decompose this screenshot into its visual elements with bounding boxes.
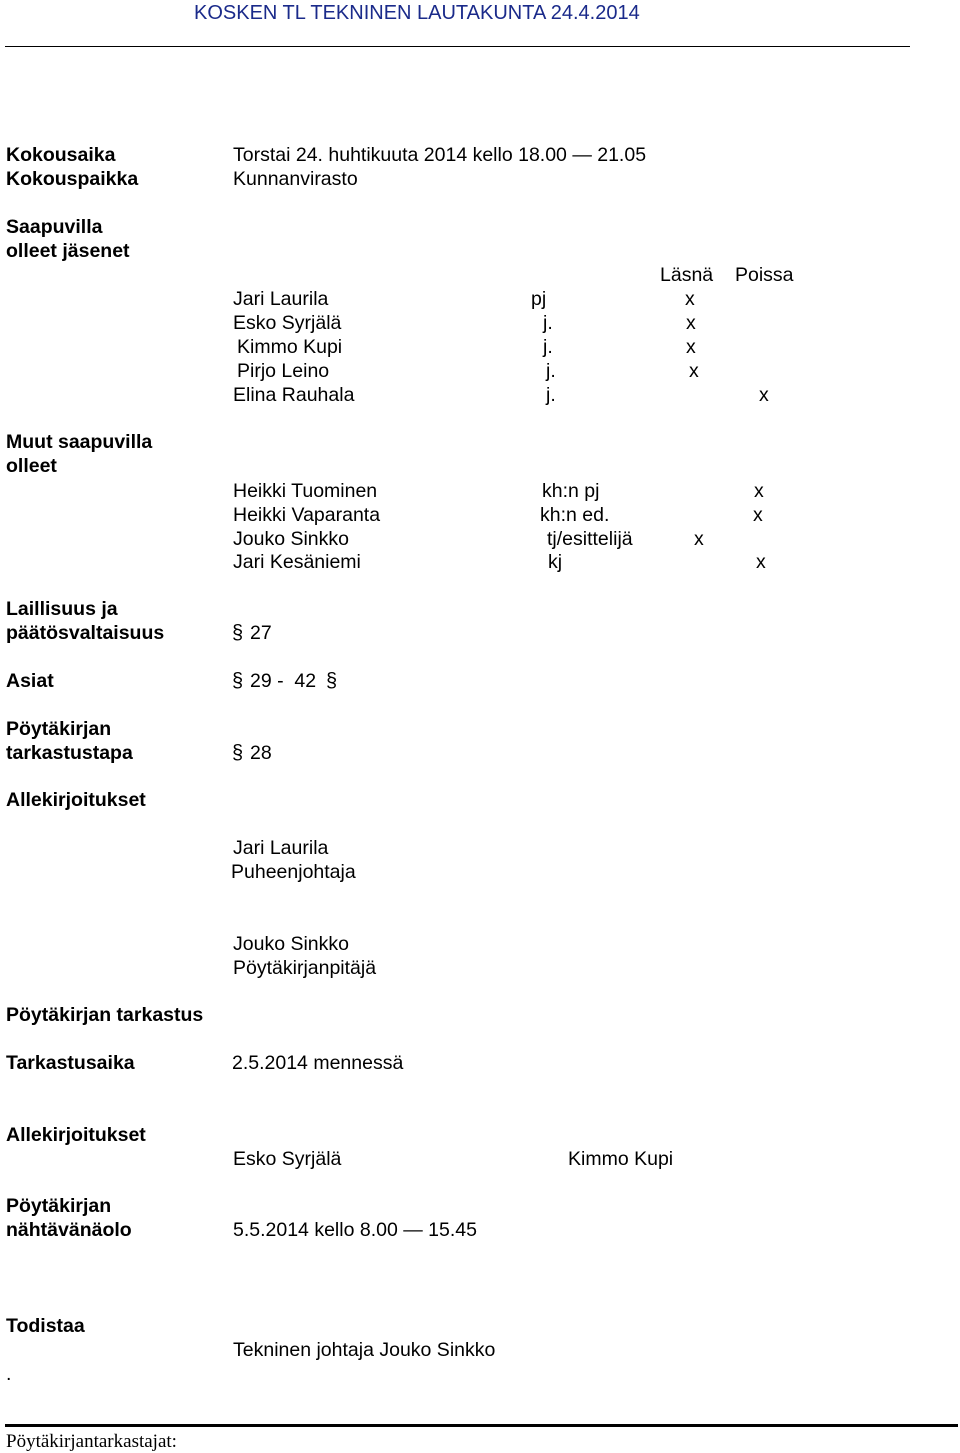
display-label-line2: nähtävänäolo <box>6 1219 132 1241</box>
inspection-label: Pöytäkirjan tarkastus <box>6 1004 204 1026</box>
member-name: Pirjo Leino <box>237 360 330 382</box>
attendee-role: kh:n ed. <box>540 504 610 526</box>
section-sign-icon: § <box>326 670 338 692</box>
certify-dot: . <box>6 1363 12 1385</box>
attendee-name: Jari Kesäniemi <box>233 551 361 573</box>
section-sign-icon: § <box>232 670 244 692</box>
attendee-role: kh:n pj <box>542 480 600 502</box>
meeting-place-label: Kokouspaikka <box>6 168 139 190</box>
inspection-time-label: Tarkastusaika <box>6 1052 135 1074</box>
attendee-role: tj/esittelijä <box>547 528 633 550</box>
chair-title: Puheenjohtaja <box>231 861 356 883</box>
member-present-mark: x <box>686 312 696 334</box>
attendee-name: Heikki Tuominen <box>233 480 378 502</box>
display-value: 5.5.2014 kello 8.00 — 15.45 <box>233 1219 477 1241</box>
member-role: j. <box>543 336 553 358</box>
attendee-absent-mark: x <box>754 480 764 502</box>
certify-value: Tekninen johtaja Jouko Sinkko <box>233 1339 496 1361</box>
signatures-label: Allekirjoitukset <box>6 789 146 811</box>
attendee-present-mark: x <box>694 528 704 550</box>
member-name: Elina Rauhala <box>233 384 355 406</box>
chair-name: Jari Laurila <box>233 837 329 859</box>
attendee-absent-mark: x <box>756 551 766 573</box>
meeting-place-value: Kunnanvirasto <box>233 168 358 190</box>
review-method-value: 28 <box>250 742 272 764</box>
member-absent-mark: x <box>759 384 769 406</box>
inspection-time-value: 2.5.2014 mennessä <box>232 1052 404 1074</box>
member-present-mark: x <box>686 336 696 358</box>
attendee-role: kj <box>548 551 563 573</box>
members-label-line2: olleet jäsenet <box>6 240 130 262</box>
member-role: pj <box>531 288 547 310</box>
footer-rule <box>5 1424 958 1427</box>
member-present-mark: x <box>685 288 695 310</box>
matters-label: Asiat <box>6 670 54 692</box>
member-name: Jari Laurila <box>233 288 329 310</box>
member-name: Esko Syrjälä <box>233 312 342 334</box>
attendee-name: Jouko Sinkko <box>233 528 349 550</box>
display-label-line1: Pöytäkirjan <box>6 1195 112 1217</box>
others-label-line2: olleet <box>6 455 57 477</box>
inspection-signatures-label: Allekirjoitukset <box>6 1124 146 1146</box>
certify-label: Todistaa <box>6 1315 85 1337</box>
review-method-label-line2: tarkastustapa <box>6 742 133 764</box>
member-present-mark: x <box>689 360 699 382</box>
column-absent-header: Poissa <box>735 264 794 286</box>
section-sign-icon: § <box>232 622 244 644</box>
legality-value: 27 <box>250 622 272 644</box>
member-name: Kimmo Kupi <box>237 336 343 358</box>
attendee-name: Heikki Vaparanta <box>233 504 381 526</box>
review-method-label-line1: Pöytäkirjan <box>6 718 112 740</box>
attendee-absent-mark: x <box>753 504 763 526</box>
footer-label: Pöytäkirjantarkastajat: <box>6 1431 177 1452</box>
member-role: j. <box>546 384 556 406</box>
member-role: j. <box>543 312 553 334</box>
members-label-line1: Saapuvilla <box>6 216 103 238</box>
meeting-time-label: Kokousaika <box>6 144 116 166</box>
document-title: KOSKEN TL TEKNINEN LAUTAKUNTA 24.4.2014 <box>194 2 640 24</box>
others-label-line1: Muut saapuvilla <box>6 431 153 453</box>
matters-value: 29 - 42 <box>250 670 317 692</box>
secretary-name: Jouko Sinkko <box>233 933 349 955</box>
section-sign-icon: § <box>232 742 244 764</box>
legality-label-line2: päätösvaltaisuus <box>6 622 165 644</box>
secretary-title: Pöytäkirjanpitäjä <box>233 957 377 979</box>
member-role: j. <box>546 360 556 382</box>
meeting-time-value: Torstai 24. huhtikuuta 2014 kello 18.00 — 21.05 <box>233 144 647 166</box>
header-rule <box>5 46 910 47</box>
column-present-header: Läsnä <box>660 264 714 286</box>
legality-label-line1: Laillisuus ja <box>6 598 118 620</box>
inspector-1-name: Esko Syrjälä <box>233 1148 342 1170</box>
inspector-2-name: Kimmo Kupi <box>568 1148 674 1170</box>
